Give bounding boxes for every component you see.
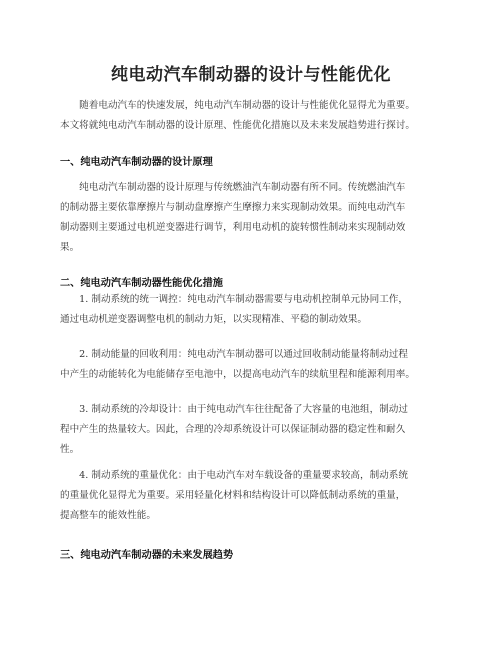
paragraph-line: 3. 制动系统的冷却设计：由于纯电动汽车往往配备了大容量的电池组，制动过	[60, 404, 408, 415]
section-2-paragraph-3	[60, 400, 440, 460]
paragraph-line: 1. 制动系统的统一调控：纯电动汽车制动器需要与电动机控制单元协同工作，	[60, 294, 408, 305]
paragraph-line: 4. 制动系统的重量优化：由于电动汽车对车载设备的重量要求较高，制动系统	[60, 470, 408, 481]
section-3-heading: 三、纯电动汽车制动器的未来发展趋势	[60, 550, 234, 561]
section-2-heading: 二、纯电动汽车制动器性能优化措施	[60, 278, 223, 289]
paragraph-line: 性。	[60, 444, 80, 455]
document-title: 纯电动汽车制动器的设计与性能优化	[111, 65, 391, 85]
paragraph-line: 的制动器主要依靠摩擦片与制动盘摩擦产生摩擦力来实现制动效果。而纯电动汽车	[60, 202, 406, 213]
intro-paragraph	[60, 96, 440, 136]
paragraph-line: 制动器则主要通过电机逆变器进行调节，利用电动机的旋转惯性制动来实现制动效	[60, 222, 406, 233]
section-1-paragraph	[60, 178, 440, 258]
section-2-paragraph-4	[60, 466, 440, 526]
paragraph-line: 提高整车的能效性能。	[60, 510, 156, 521]
paragraph-line: 纯电动汽车制动器的设计原理与传统燃油汽车制动器有所不同。传统燃油汽车	[60, 182, 406, 193]
section-2-paragraph-2	[60, 345, 440, 385]
paragraph-line: 的重量优化显得尤为重要。采用轻量化材料和结构设计可以降低制动系统的重量，	[60, 490, 406, 501]
section-1-heading: 一、纯电动汽车制动器的设计原理	[60, 157, 213, 168]
paragraph-line: 果。	[60, 242, 80, 253]
section-2-paragraph-1	[60, 290, 440, 330]
intro-line-1: 随着电动汽车的快速发展，纯电动汽车制动器的设计与性能优化显得尤为重要。	[60, 100, 415, 111]
intro-line-2: 本文将就纯电动汽车制动器的设计原理、性能优化措施以及未来发展趋势进行探讨。	[60, 120, 415, 131]
paragraph-line: 中产生的动能转化为电能储存至电池中，以提高电动汽车的续航里程和能源利用率。	[60, 369, 415, 380]
paragraph-line: 通过电动机逆变器调整电机的制动力矩，以实现精准、平稳的制动效果。	[60, 314, 367, 325]
paragraph-line: 2. 制动能量的回收利用：纯电动汽车制动器可以通过回收制动能量将制动过程	[60, 349, 408, 360]
paragraph-line: 程中产生的热量较大。因此，合理的冷却系统设计可以保证制动器的稳定性和耐久	[60, 424, 406, 435]
